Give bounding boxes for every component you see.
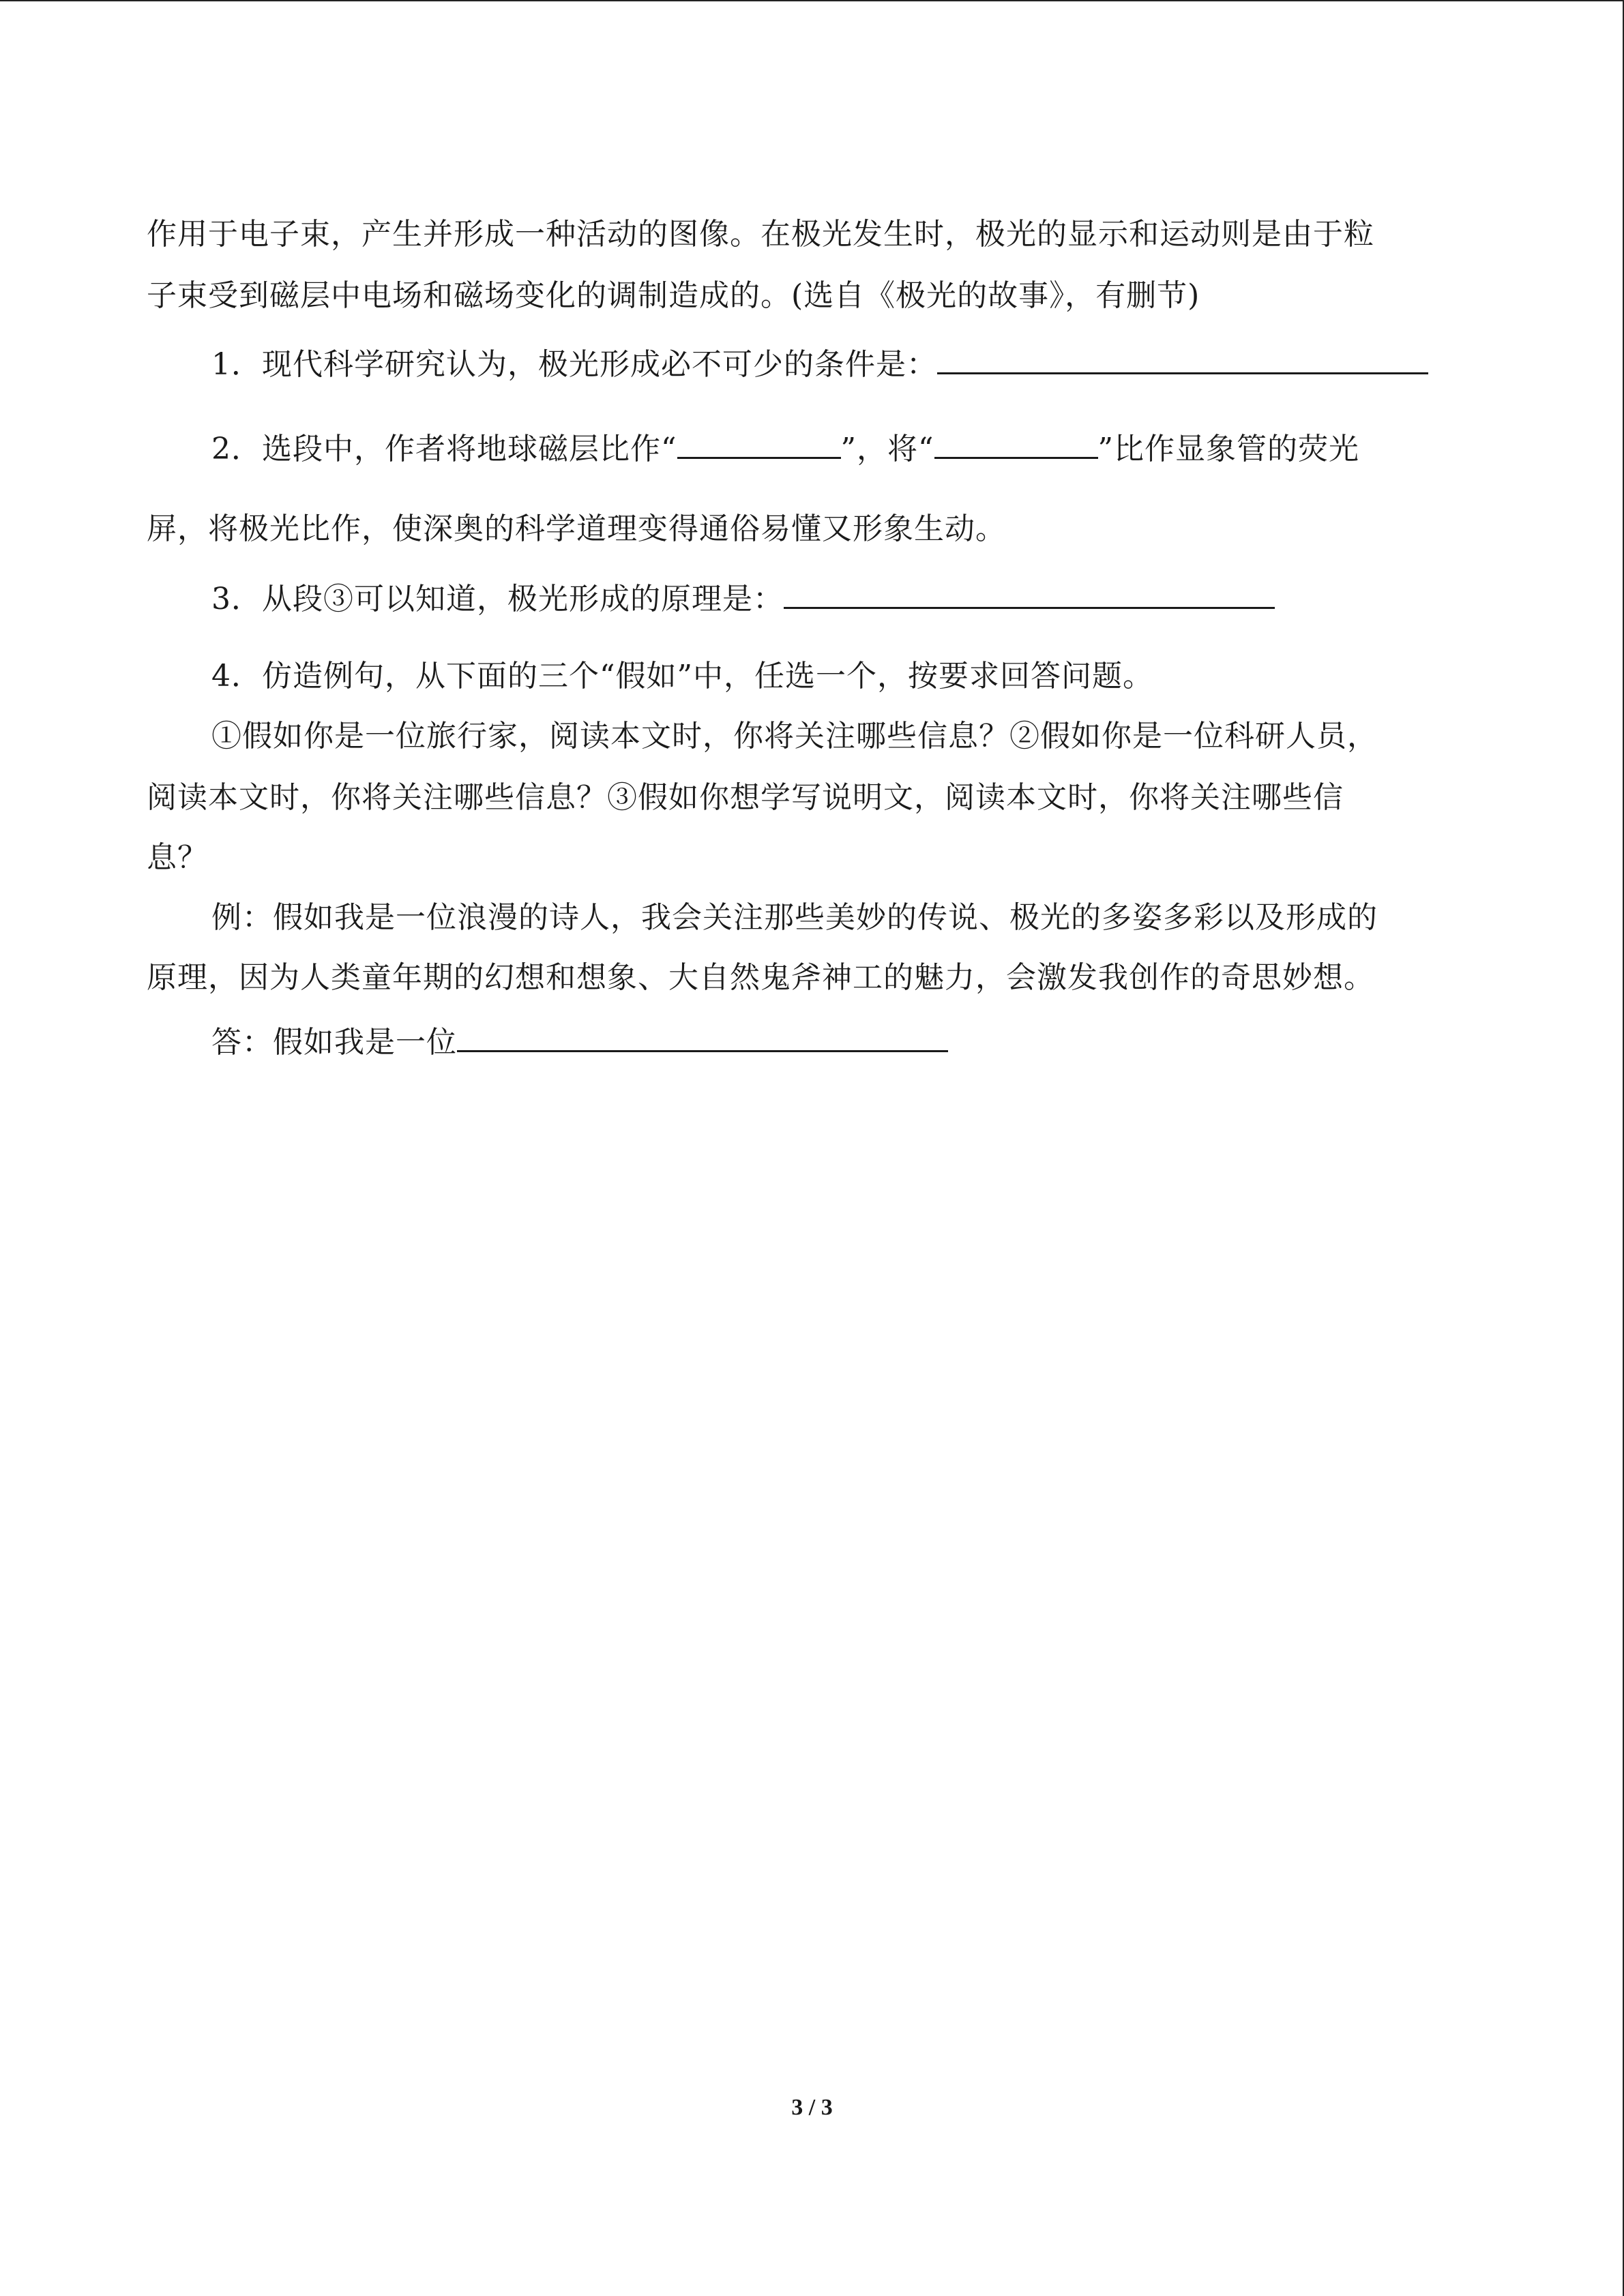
example-line-1: 例：假如我是一位浪漫的诗人，我会关注那些美妙的传说、极光的多姿多彩以及形成的 [211, 900, 1378, 935]
passage-line-2: 子束受到磁层中电场和磁场变化的调制造成的。(选自《极光的故事》，有删节) [147, 278, 1200, 313]
question-2-blank-2[interactable] [934, 427, 1098, 459]
question-1-answer-blank[interactable] [937, 342, 1428, 374]
answer-line [211, 1020, 948, 1063]
question-2-text-part3: ”比作显象管的荧光 [1097, 432, 1359, 466]
passage-line-1: 作用于电子束，产生并形成一种活动的图像。在极光发生时，极光的显示和运动则是由于粒 [147, 217, 1374, 252]
question-2-text-part1: 2．选段中，作者将地球磁层比作“ [211, 432, 677, 466]
question-3-answer-blank[interactable] [784, 577, 1275, 609]
page-number: 3 / 3 [791, 2095, 833, 2120]
question-4-options-line-2: 阅读本文时，你将关注哪些信息？③假如你想学写说明文，阅读本文时，你将关注哪些信 [147, 780, 1344, 815]
example-line-2: 原理，因为人类童年期的幻想和想象、大自然鬼斧神工的魅力，会激发我创作的奇思妙想。 [147, 960, 1374, 995]
question-2-blank-1[interactable] [677, 427, 841, 459]
question-3 [211, 577, 1275, 620]
answer-blank[interactable] [457, 1020, 948, 1052]
question-2-line-2: 屏，将极光比作，使深奥的科学道理变得通俗易懂又形象生动。 [147, 511, 1006, 546]
question-1-text: 1．现代科学研究认为，极光形成必不可少的条件是： [211, 347, 937, 382]
question-4-options-line-1: ①假如你是一位旅行家，阅读本文时，你将关注哪些信息？②假如你是一位科研人员， [211, 719, 1378, 754]
question-4: 4．仿造例句，从下面的三个“假如”中，任选一个，按要求回答问题。 [211, 659, 1153, 694]
question-4-options-line-3: 息？ [147, 840, 208, 875]
question-3-text: 3．从段③可以知道，极光形成的原理是： [211, 582, 784, 616]
answer-prefix: 答：假如我是一位 [211, 1025, 457, 1060]
question-2 [211, 427, 1359, 470]
question-1 [211, 342, 1428, 385]
question-2-text-part2: ”，将“ [840, 432, 934, 466]
